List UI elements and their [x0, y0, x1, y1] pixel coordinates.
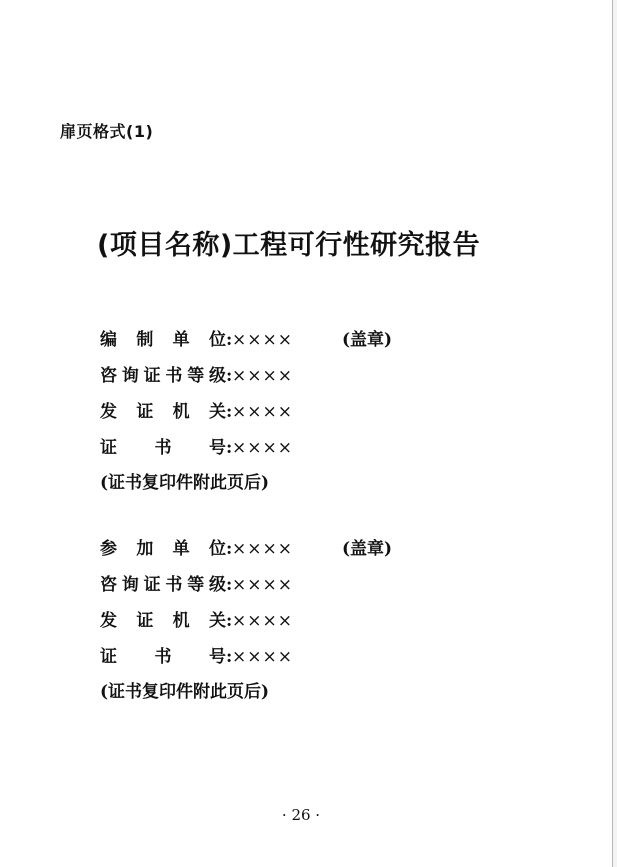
- field-separator: :: [226, 402, 233, 422]
- field-label: 发证机关: [100, 402, 226, 422]
- field-label: 证书号: [100, 647, 226, 667]
- field-value: ××××: [232, 402, 293, 422]
- field-row-certificate-number: [100, 436, 293, 460]
- field-separator: :: [226, 539, 233, 559]
- seal-note: (盖章): [342, 539, 393, 559]
- field-value: ××××: [232, 647, 293, 667]
- field-separator: :: [226, 438, 233, 458]
- field-row-participating-unit: [100, 537, 293, 561]
- field-label: 编制单位: [100, 330, 226, 350]
- document-title: (项目名称)工程可行性研究报告: [97, 230, 481, 261]
- field-separator: :: [226, 330, 233, 350]
- field-label: 发证机关: [100, 611, 226, 631]
- field-value: ××××: [232, 539, 293, 559]
- attachment-note: (证书复印件附此页后): [100, 473, 270, 493]
- field-row-compiling-unit: [100, 328, 293, 352]
- field-separator: :: [226, 366, 233, 386]
- field-row-issuing-authority: [100, 400, 293, 424]
- field-value: ××××: [232, 366, 293, 386]
- seal-note: (盖章): [342, 330, 393, 350]
- field-row-certificate-grade: [100, 364, 293, 388]
- field-label: 参加单位: [100, 539, 226, 559]
- field-value: ××××: [232, 575, 293, 595]
- field-row-issuing-authority: [100, 609, 293, 633]
- field-value: ××××: [232, 611, 293, 631]
- field-row-certificate-grade: [100, 573, 293, 597]
- attachment-note: (证书复印件附此页后): [100, 682, 270, 702]
- field-separator: :: [226, 647, 233, 667]
- page-edge-shadow: [613, 0, 617, 867]
- field-separator: :: [226, 575, 233, 595]
- field-value: ××××: [232, 330, 293, 350]
- field-label: 咨询证书等级: [100, 366, 226, 386]
- format-label: 扉页格式(1): [60, 122, 154, 141]
- field-value: ××××: [232, 438, 293, 458]
- field-label: 咨询证书等级: [100, 575, 226, 595]
- page-number: · 26 ·: [281, 806, 321, 824]
- field-separator: :: [226, 611, 233, 631]
- field-label: 证书号: [100, 438, 226, 458]
- field-row-certificate-number: [100, 645, 293, 669]
